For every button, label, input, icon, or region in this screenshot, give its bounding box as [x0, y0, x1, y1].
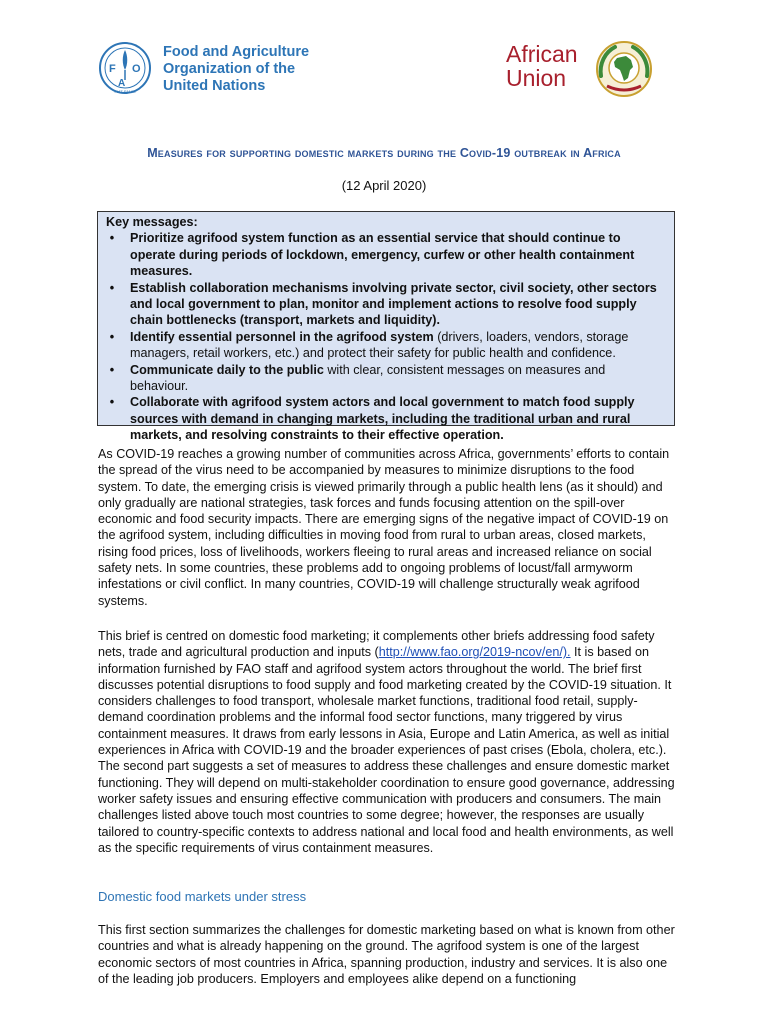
bullet-icon: •	[109, 395, 115, 410]
key-message-item	[106, 394, 666, 443]
key-message-item	[106, 280, 666, 329]
key-message-bold: Identify essential personnel in the agrifood system	[130, 329, 434, 344]
au-name-line: African	[506, 41, 578, 67]
fao-motto: FIAT PANIS	[114, 89, 136, 94]
key-message-bold: Prioritize agrifood system function as an essential service that should continue to operate during periods of lockdown, emergency, curfew or other health containment measures.	[130, 231, 635, 279]
key-message-rest: (drivers, loaders, vendors, storage managers, retail workers, etc.) and protect their safety for public health and confidence.	[130, 329, 629, 361]
key-message-rest: with clear, consistent messages on measures and behaviour.	[130, 362, 606, 394]
body-paragraph-intro: As COVID-19 reaches a growing number of communities across Africa, governments’ efforts to contain the spread of the virus need to be accompanied by measures to minimize disruptions to the food system. To date, the emerging crisis is viewed primarily through a public health lens (as it should) and only gradually are national strategies, task forces and funds focusing attention on the spill-over economic and food security impacts. There are emerging signs of the negative impact of COVID-19 on the agrifood system, including difficulties in moving food from rural to urban areas, closed markets, rising food prices, loss of livelihoods, workers fleeing to rural areas and increased reliance on social safety nets. In some countries, these problems add to ongoing problems of locust/fall armyworm infestations or civil conflict. In many countries, COVID-19 will challenge structurally weak agrifood systems.	[98, 447, 670, 608]
fao-logo-f: F	[109, 63, 116, 75]
african-union-emblem	[595, 40, 653, 98]
bullet-icon: •	[109, 231, 115, 246]
key-message-item	[106, 329, 666, 362]
african-union-name	[506, 42, 596, 90]
section-heading: Domestic food markets under stress	[98, 889, 307, 904]
paragraph-text: It is based on information furnished by FAO staff and agrifood system actors throughout the world. The brief first discusses potential disruptions to food supply and food marketing created by the COVID-19 situation. It considers challenges to food transport, wholesale market functions, traditional food retail, supply-demand coordination problems and the informal food sector functions, many triggered by virus containment measures. It draws from early lessons in Asia, Europe and Latin America, as well as initial experiences in Africa with COVID-19 and the broader experiences of past crises (Ebola, cholera, etc.). The second part suggests a set of measures to address these challenges and ensure domestic market functioning. They will depend on multi-stakeholder coordination to ensure good governance, addressing worker safety issues and ensuring effective communication with producers and consumers. The main challenges listed above touch most countries to some degree; however, the responses are usually tailored to country-specific contexts to address national and local food and health environments, as well as the specific requirements of virus containment measures.	[98, 645, 675, 855]
key-message-bold: Communicate daily to the public	[130, 362, 324, 377]
au-name-line: Union	[506, 65, 567, 91]
bullet-icon: •	[109, 329, 115, 344]
key-message-bold: Establish collaboration mechanisms involving private sector, civil society, other sectors and local government to plan, monitor and implement actions to resolve food supply chain bottlenecks (transport, markets and liquidity).	[130, 280, 657, 328]
fao-name-line: Food and Agriculture	[163, 44, 310, 60]
fao-logo	[98, 40, 152, 96]
fao-logo-o: O	[132, 63, 141, 75]
fao-name-line: United Nations	[163, 78, 266, 94]
body-paragraph-section: This first section summarizes the challenges for domestic marketing based on what is known from other countries and what is already happening on the ground. The agrifood system is one of the largest economic sectors of most countries in Africa, spanning production, industry and services. It is also one of the leading job producers. Employers and employees alike depend on a functioning	[98, 923, 675, 986]
document-date: (12 April 2020)	[341, 178, 427, 193]
fao-covid-link[interactable]: http://www.fao.org/2019-ncov/en/).	[378, 645, 571, 660]
key-messages-list	[106, 230, 666, 443]
fao-name-line: Organization of the	[163, 61, 296, 77]
key-messages-box	[97, 211, 675, 443]
key-message-bold: Collaborate with agrifood system actors and local government to match food supply sources with demand in changing markets, including the traditional urban and rural markets, and resolving constraints to their effective operation.	[130, 395, 635, 443]
document-title: Measures for supporting domestic markets during the Covid-19 outbreak in Africa	[147, 146, 621, 160]
fao-logo-a: A	[118, 78, 126, 89]
paragraph-text: This brief is centred on domestic food marketing; it complements other briefs addressing food safety nets, trade and agricultural production and inputs (	[98, 629, 655, 660]
body-paragraph-scope	[98, 628, 676, 856]
key-messages-heading: Key messages:	[106, 215, 198, 229]
key-message-item	[106, 230, 666, 279]
key-message-item	[106, 362, 666, 395]
fao-organization-name	[163, 44, 313, 95]
bullet-icon: •	[109, 280, 115, 295]
bullet-icon: •	[109, 362, 115, 377]
